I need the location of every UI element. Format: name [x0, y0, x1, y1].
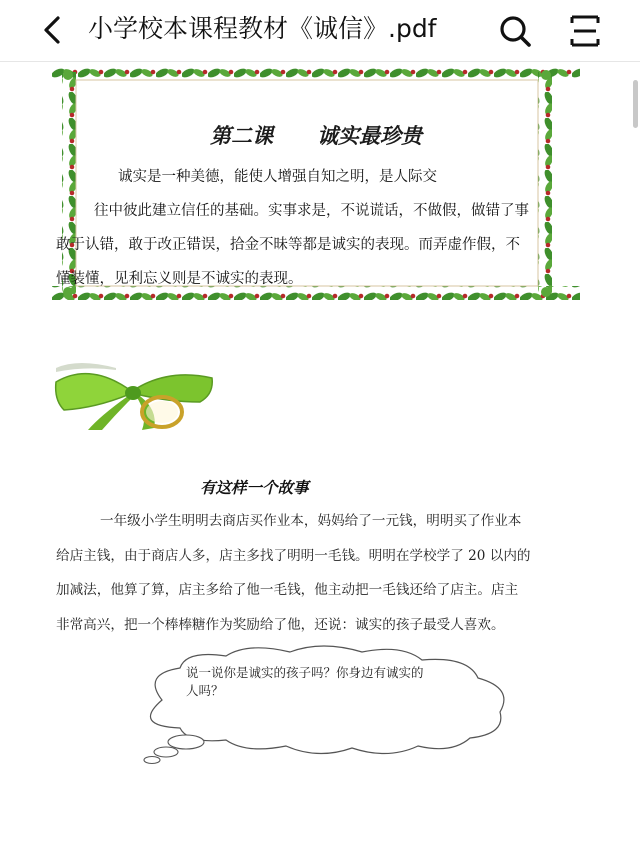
lesson-heading [52, 120, 580, 150]
thought-bubble [122, 642, 522, 772]
lesson-line: 诚实是一种美德，能使人增强自知之明，是人际交 [118, 169, 437, 185]
story-line: 加减法，他算了算，店主多给了他一毛钱，他主动把一毛钱还给了店主。店主 [56, 582, 519, 598]
bubble-line: 说一说你是诚实的孩子吗？你身边有诚实的 [186, 665, 424, 680]
lesson-card [52, 66, 580, 300]
lesson-title: 诚实最珍贵 [317, 123, 422, 148]
lesson-number: 第二课 [210, 123, 273, 148]
search-icon[interactable] [496, 12, 534, 50]
story-line: 一年级小学生明明去商店买作业本，妈妈给了一元钱，明明买了作业本 [100, 513, 522, 529]
document-title: 小学校本课程教材《诚信》.pdf [88, 14, 437, 43]
lesson-line: 往中彼此建立信任的基础。实事求是，不说谎话，不做假，做错了事 [94, 203, 529, 219]
green-bow-image [50, 360, 220, 434]
scrollbar[interactable] [633, 80, 638, 128]
lesson-line: 懂装懂，见利忘义则是不诚实的表现。 [56, 271, 303, 287]
expand-icon[interactable] [566, 12, 604, 50]
bubble-question [186, 664, 446, 700]
app-header [0, 0, 640, 62]
bubble-line: 人吗？ [186, 683, 224, 698]
chevron-left-icon[interactable] [36, 12, 72, 48]
story-line: 给店主钱，由于商店人多，店主多找了明明一毛钱。明明在学校学了 20 以内的 [56, 547, 531, 564]
story-heading: 有这样一个故事 [200, 479, 309, 497]
lesson-line: 敢于认错，敢于改正错误，拾金不昧等都是诚实的表现。而弄虚作假，不 [56, 237, 520, 253]
lesson-body [52, 160, 580, 296]
story-body [56, 504, 570, 642]
story-line: 非常高兴，把一个棒棒糖作为奖励给了他，还说：诚实的孩子最受人喜欢。 [56, 616, 505, 633]
